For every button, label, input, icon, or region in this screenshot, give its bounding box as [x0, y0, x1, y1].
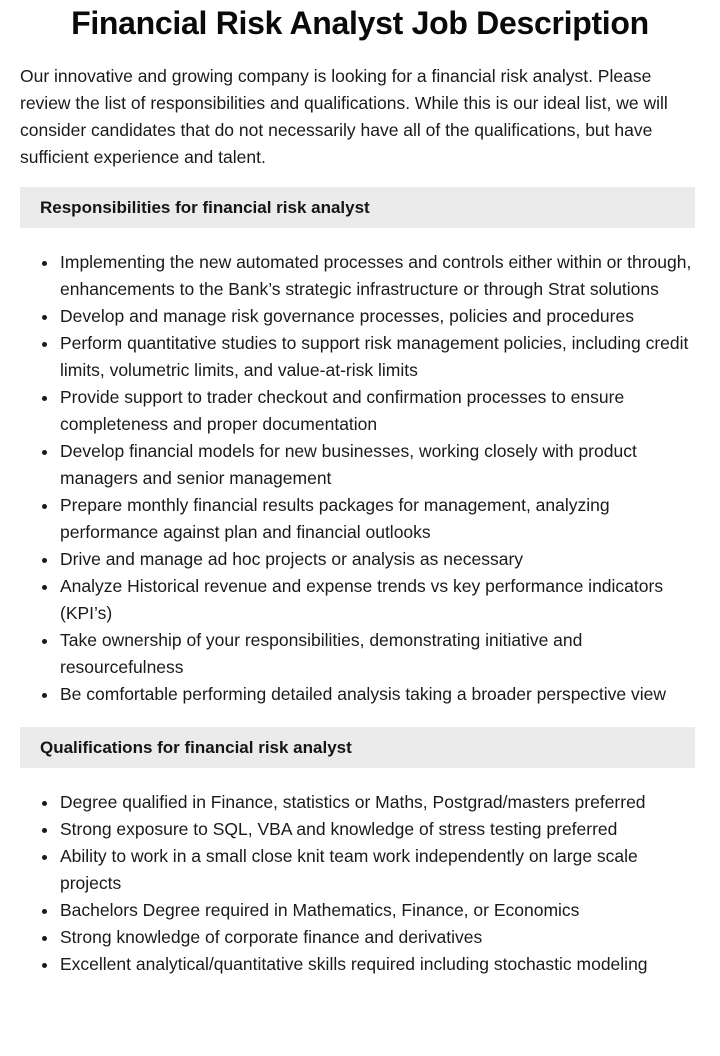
list-item: Develop and manage risk governance processes, policies and procedures: [20, 303, 700, 330]
list-item: Prepare monthly financial results packages for management, analyzing performance against plan and financial outlooks: [20, 492, 700, 546]
list-item: Strong knowledge of corporate finance and derivatives: [20, 924, 700, 951]
qualifications-list: [20, 789, 700, 978]
list-item: Bachelors Degree required in Mathematics, Finance, or Economics: [20, 897, 700, 924]
list-item: Provide support to trader checkout and confirmation processes to ensure completeness and proper documentation: [20, 384, 700, 438]
list-item: Excellent analytical/quantitative skills required including stochastic modeling: [20, 951, 700, 978]
responsibilities-list: [20, 249, 700, 708]
list-item: Perform quantitative studies to support risk management policies, including credit limits, volumetric limits, and value-at-risk limits: [20, 330, 700, 384]
list-item: Develop financial models for new businesses, working closely with product managers and senior management: [20, 438, 700, 492]
list-item: Strong exposure to SQL, VBA and knowledge of stress testing preferred: [20, 816, 700, 843]
intro-paragraph: Our innovative and growing company is looking for a financial risk analyst. Please review the list of responsibilities and qualifications. While this is our ideal list, we will consider candidates that do not necessarily have all of the qualifications, but have sufficient experience and talent.: [20, 66, 668, 167]
list-item: Drive and manage ad hoc projects or analysis as necessary: [20, 546, 700, 573]
list-item: Be comfortable performing detailed analysis taking a broader perspective view: [20, 681, 700, 708]
list-item: Analyze Historical revenue and expense trends vs key performance indicators (KPI’s): [20, 573, 700, 627]
list-item: Take ownership of your responsibilities, demonstrating initiative and resourcefulness: [20, 627, 700, 681]
list-item: Degree qualified in Finance, statistics or Maths, Postgrad/masters preferred: [20, 789, 700, 816]
qualifications-heading: Qualifications for financial risk analyst: [20, 727, 695, 768]
responsibilities-heading: Responsibilities for financial risk analyst: [20, 187, 695, 228]
page-title: Financial Risk Analyst Job Description: [71, 5, 649, 41]
list-item: Implementing the new automated processes and controls either within or through, enhancements to the Bank’s strategic infrastructure or through Strat solutions: [20, 249, 700, 303]
list-item: Ability to work in a small close knit team work independently on large scale projects: [20, 843, 700, 897]
